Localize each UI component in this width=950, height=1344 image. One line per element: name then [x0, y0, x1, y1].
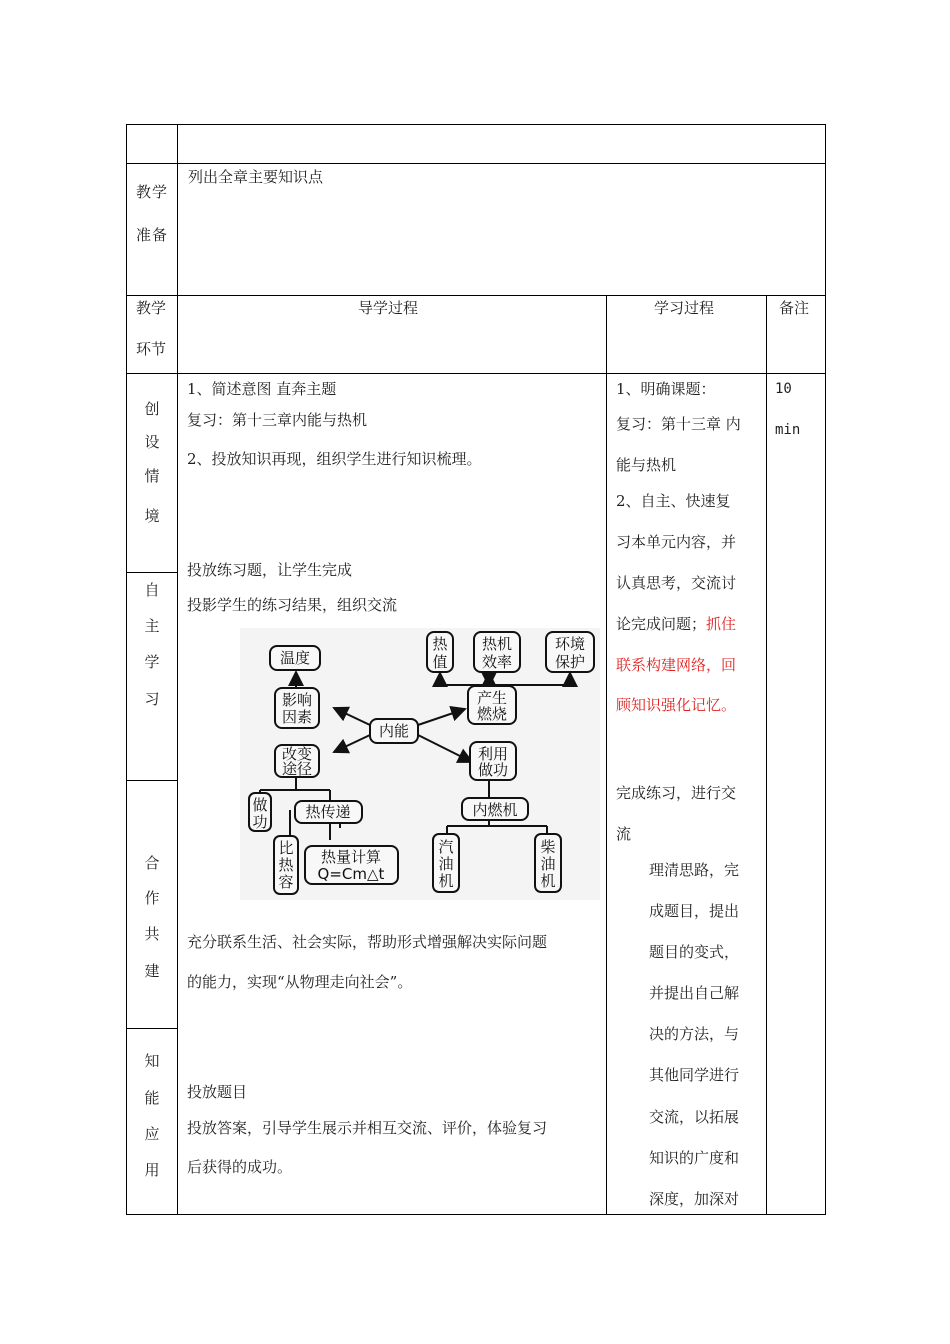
- svg-text:途径: 途径: [281, 760, 313, 778]
- svg-text:燃烧: 燃烧: [476, 705, 508, 723]
- svg-text:功: 功: [252, 813, 268, 831]
- svg-text:比: 比: [278, 839, 294, 857]
- header-learn-label: 学习过程: [654, 299, 715, 317]
- svg-text:机: 机: [438, 872, 454, 890]
- svg-text:热机: 热机: [481, 635, 513, 653]
- node-wendu: 温度: [279, 649, 311, 667]
- header-stage-label-1: 教学: [136, 299, 167, 317]
- header-stage-label-2: 环节: [136, 340, 167, 358]
- svg-text:油: 油: [540, 855, 556, 873]
- svg-text:油: 油: [438, 855, 454, 873]
- svg-text:效率: 效率: [481, 653, 513, 671]
- svg-text:Q=Cm△t: Q=Cm△t: [317, 865, 385, 883]
- header-notes-label: 备注: [779, 299, 810, 317]
- svg-text:汽: 汽: [438, 838, 454, 856]
- svg-text:柴: 柴: [540, 838, 556, 856]
- concept-map: [240, 628, 600, 900]
- svg-text:容: 容: [278, 873, 294, 891]
- svg-text:热: 热: [432, 635, 448, 653]
- svg-text:影响: 影响: [281, 691, 313, 709]
- svg-text:热量计算: 热量计算: [320, 848, 382, 866]
- svg-text:改变: 改变: [281, 745, 313, 763]
- svg-text:环境: 环境: [554, 635, 586, 653]
- svg-text:保护: 保护: [554, 653, 586, 671]
- svg-text:热: 热: [278, 856, 294, 874]
- svg-text:做功: 做功: [477, 761, 509, 779]
- svg-text:机: 机: [540, 872, 556, 890]
- svg-text:因素: 因素: [281, 708, 313, 726]
- prep-content: 列出全章主要知识点: [188, 168, 324, 186]
- notes-time-value: 10: [775, 381, 792, 397]
- header-guide-label: 导学过程: [358, 299, 419, 317]
- node-rechuandi: 热传递: [305, 803, 351, 821]
- node-center: 内能: [378, 722, 410, 740]
- svg-text:利用: 利用: [477, 745, 509, 763]
- svg-text:值: 值: [432, 653, 448, 671]
- notes-time-unit: min: [775, 422, 801, 438]
- lesson-plan-page: 教 学 准 备 列出全章主要知识点 教学 环节 导学过程 学习过程 备注 创 设 情 境 自 主 学 习 合 作 共 建 知 能 应 用 1、简述意图 直奔主题 复习：第十三章内能与热机 2、投放知识再现，组织学生进行知识梳理。 投放练习题，让学生完成 投影学生的练习结果，组织交流 充分联系生活、社会实际，帮助形式增强解决实际问题 的能力，实现“从物理走向社会”。 投放题目 投放答案，引导学生展示并相互交流、评价，体验复习 后获得的成功。 内能 温度 影响 因素 改变 途径 做 功 热传递 比 热 容 热量计算 Q=Cm△t 热 值 热机 效率 环境 保护 产生 燃烧 利用 做功 内燃机 汽 油 机 柴 油 机 1、明确课题： 复习：第十三章 内 能与热机 2、自主、快速复 习本单元内容，并 认真思考，交流讨 论完成问题；抓住 联系构建网络，回 顾知识强化记忆。 完成练习，进行交 流 理清思路，完 成题目，提出 题目的变式， 并提出自己解 决的方法，与 其他同学进行 交流，以拓展 知识的广度和 深度，加深对 10 min: [0, 0, 950, 1344]
- svg-text:产生: 产生: [476, 689, 508, 707]
- svg-text:做: 做: [252, 796, 268, 814]
- node-neiranji: 内燃机: [472, 801, 518, 819]
